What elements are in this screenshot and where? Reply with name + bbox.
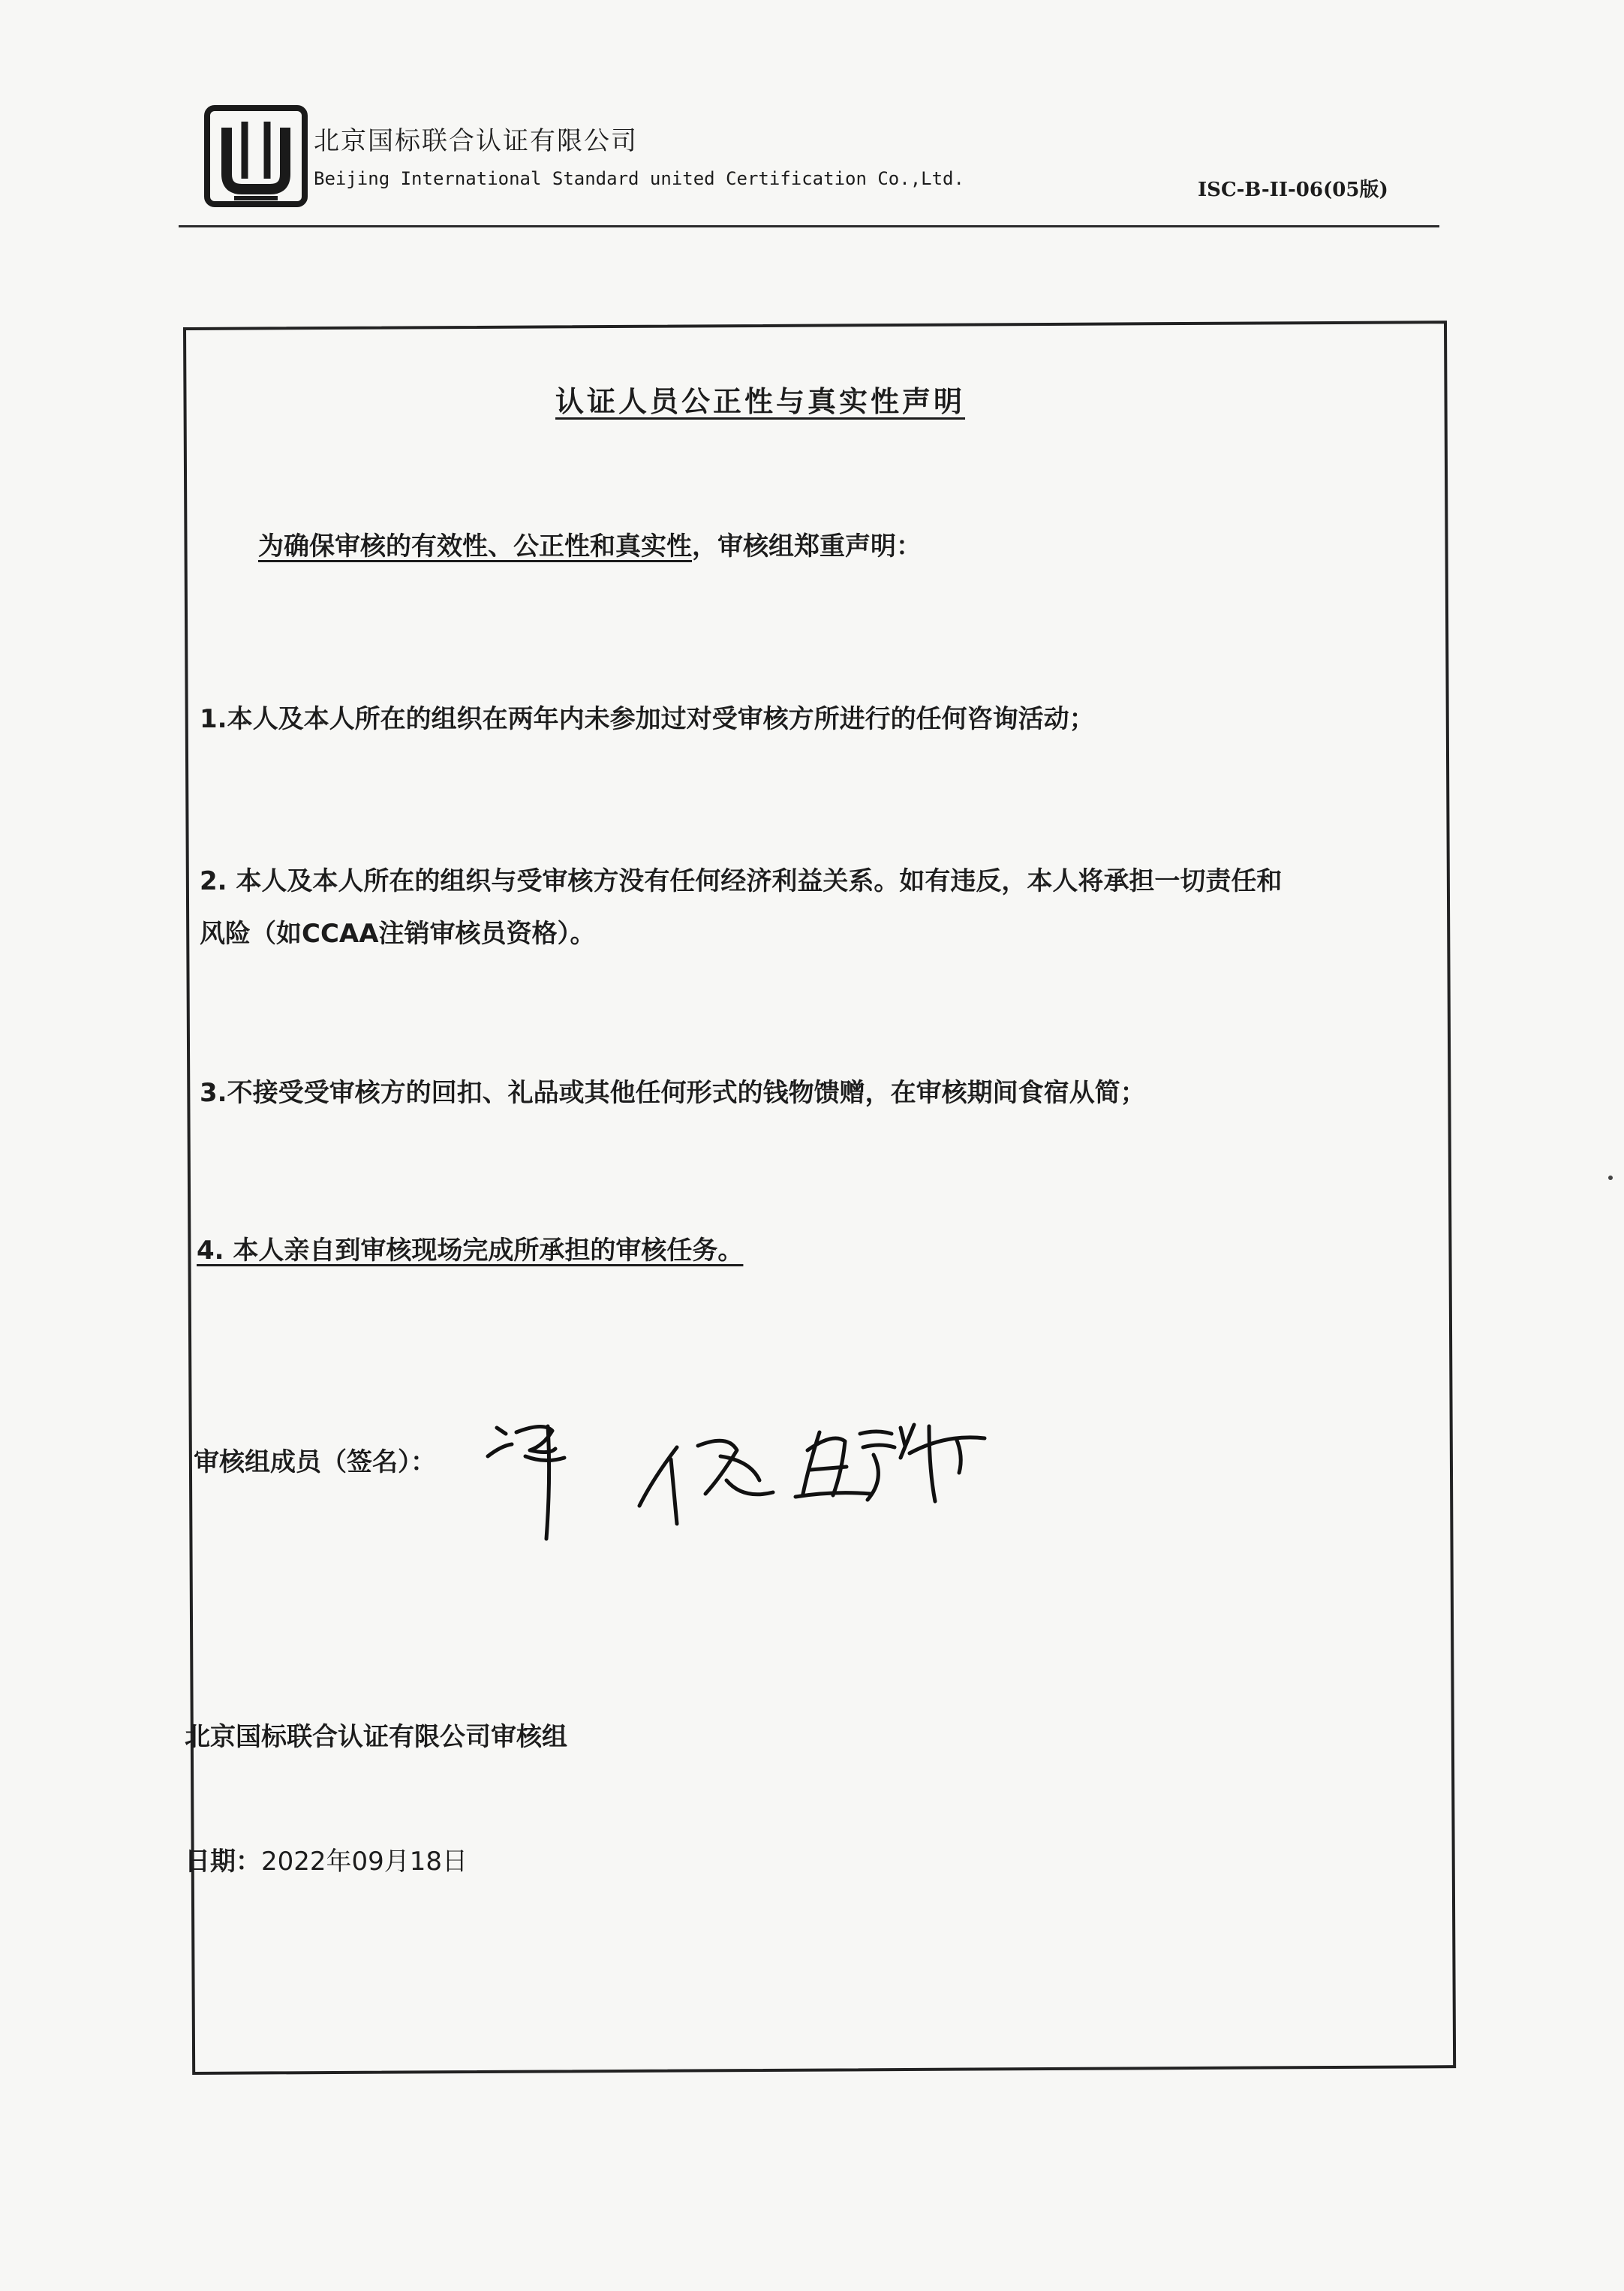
scan-speck <box>1608 1176 1613 1180</box>
document-code: ISC-B-II-06(05版) <box>1198 179 1388 201</box>
company-name-cn: 北京国标联合认证有限公司 <box>314 126 638 156</box>
intro-rest: ，审核组郑重声明： <box>692 531 922 561</box>
declaration-title: 认证人员公正性与真实性声明 <box>555 385 966 418</box>
declaration-item-4: 4. 本人亲自到审核现场完成所承担的审核任务。 <box>197 1236 744 1266</box>
audit-team-org: 北京国标联合认证有限公司审核组 <box>185 1722 567 1752</box>
date-value: 2022年09月18日 <box>261 1847 468 1877</box>
declaration-frame <box>183 321 1456 2075</box>
header-divider <box>179 225 1439 227</box>
date-line <box>185 1841 468 1877</box>
company-name-en: Beijing International Standard united Certification Co.,Ltd. <box>314 168 964 189</box>
members-signature-label: 审核组成员（签名）： <box>194 1447 436 1477</box>
intro-underlined: 为确保审核的有效性、公正性和真实性 <box>258 531 692 561</box>
declaration-item-2-line-1: 2. 本人及本人所在的组织与受审核方没有任何经济利益关系。如有违反，本人将承担一切责任和 <box>200 866 1283 896</box>
handwritten-signature-icon <box>480 1411 1021 1546</box>
declaration-item-2-line-2: 风险（如CCAA注销审核员资格）。 <box>200 919 596 949</box>
declaration-item-1: 1.本人及本人所在的组织在两年内未参加过对受审核方所进行的任何咨询活动； <box>200 704 1095 734</box>
intro-line <box>258 525 922 562</box>
company-logo-icon <box>204 105 308 207</box>
declaration-item-3: 3.不接受受审核方的回扣、礼品或其他任何形式的钱物馈赠，在审核期间食宿从简； <box>200 1078 1146 1108</box>
document-header <box>0 0 1624 240</box>
date-label: 日期： <box>185 1847 261 1877</box>
